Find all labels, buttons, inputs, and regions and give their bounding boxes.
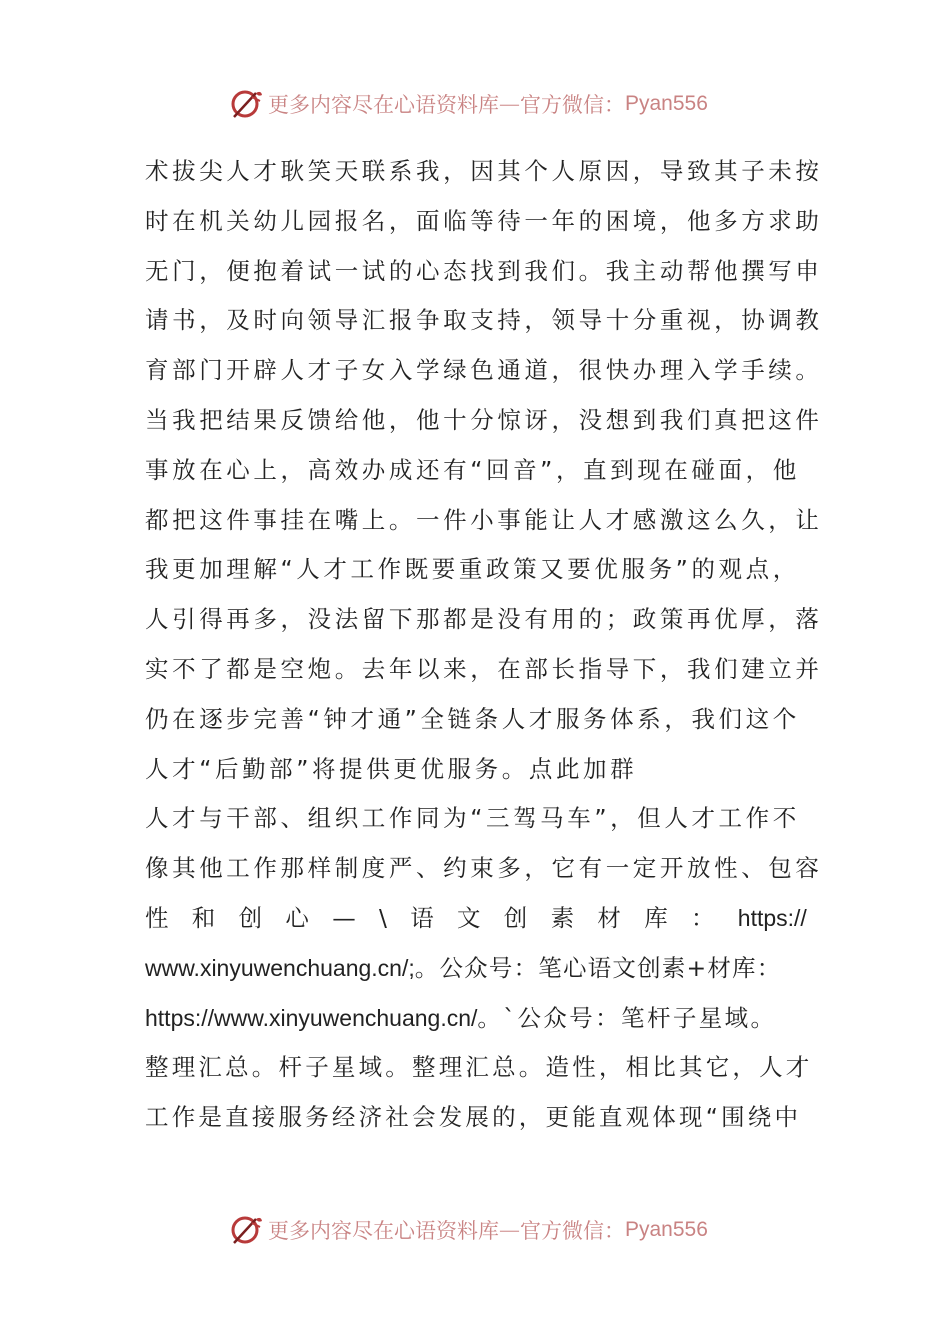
line-text: 。`公众号：笔杆子星域。 [477, 1003, 777, 1032]
text-line: 我更加理解“人才工作既要重政策又要优服务”的观点， [145, 555, 800, 584]
quill-logo-icon [230, 87, 264, 121]
spread-char: 创 [238, 903, 263, 932]
spread-char: 性 [145, 903, 169, 932]
spread-char: 材 [597, 903, 621, 932]
text-line [145, 944, 807, 994]
line-text: 。公众号：笔心语文创素+材库： [414, 953, 782, 982]
footer-banner [0, 1212, 950, 1248]
text-line [145, 994, 807, 1044]
spread-char: 库 [644, 903, 668, 932]
text-line: 当我把结果反馈给他，他十分惊讶，没想到我们真把这件 [145, 405, 823, 434]
text-line: 时在机关幼儿园报名，面临等待一年的困境，他多方求助 [145, 206, 823, 235]
text-line: 像其他工作那样制度严、约束多，它有一定开放性、包容 [145, 854, 823, 883]
text-line: 人才与干部、组织工作同为“三驾马车”，但人才工作不 [145, 804, 800, 833]
quill-logo-icon [230, 1213, 264, 1247]
text-line: 仍在逐步完善“钟才通”全链条人才服务体系，我们这个 [145, 704, 800, 733]
text-line: 人才“后勤部”将提供更优服务。点此加群 [145, 754, 638, 783]
banner-wechat-id: Pyan556 [625, 92, 708, 115]
text-line: 整理汇总。杆子星域。整理汇总。造性，相比其它，人才 [145, 1053, 813, 1082]
spread-char: — [332, 903, 356, 932]
spread-char: 文 [457, 903, 481, 932]
banner-separator: — [499, 1218, 520, 1242]
spread-char: 素 [550, 903, 575, 932]
text-line: 事放在心上，高效办成还有“回音”，直到现在碰面，他 [145, 455, 800, 484]
spread-char: 和 [191, 903, 216, 932]
banner-wechat-id: Pyan556 [625, 1218, 708, 1241]
text-line: 都把这件事挂在嘴上。一件小事能让人才感激这么久，让 [145, 505, 823, 534]
text-line: 育部门开辟人才子女入学绿色通道，很快办理入学手续。 [145, 356, 823, 385]
text-line: 术拔尖人才耿笑天联系我，因其个人原因，导致其子未按 [145, 157, 823, 185]
text-line: 实不了都是空炮。去年以来，在部长指导下，我们建立并 [145, 654, 823, 683]
spread-char: 创 [503, 903, 528, 932]
text-line: 人引得再多，没法留下那都是没有用的；政策再优厚，落 [145, 605, 823, 634]
banner-title: 更多内容尽在心语资料库 [268, 1219, 499, 1243]
banner-wechat-label: 官方微信： [520, 93, 625, 117]
website-url: https://www.xinyuwenchuang.cn/ [145, 1004, 478, 1031]
text-line: 无门，便抱着试一试的心态找到我们。我主动帮他撰写申 [145, 256, 823, 285]
body-text [145, 147, 823, 1143]
banner-separator: — [499, 92, 520, 116]
text-line: 工作是直接服务经济社会发展的，更能直观体现“围绕中 [145, 1103, 802, 1132]
text-line: 请书，及时向领导汇报争取支持，领导十分重视，协调教 [145, 306, 823, 335]
url-fragment: https:// [737, 904, 807, 931]
spread-char: \ [378, 903, 387, 932]
spread-char: 心 [285, 903, 309, 932]
spread-char: ： [690, 903, 715, 932]
banner-wechat-label: 官方微信： [520, 1219, 625, 1243]
website-url: www.xinyuwenchuang.cn/; [145, 954, 415, 981]
spread-char: 语 [410, 903, 434, 932]
banner-title: 更多内容尽在心语资料库 [268, 93, 499, 117]
header-banner [0, 86, 950, 122]
text-line-spread [145, 894, 807, 944]
